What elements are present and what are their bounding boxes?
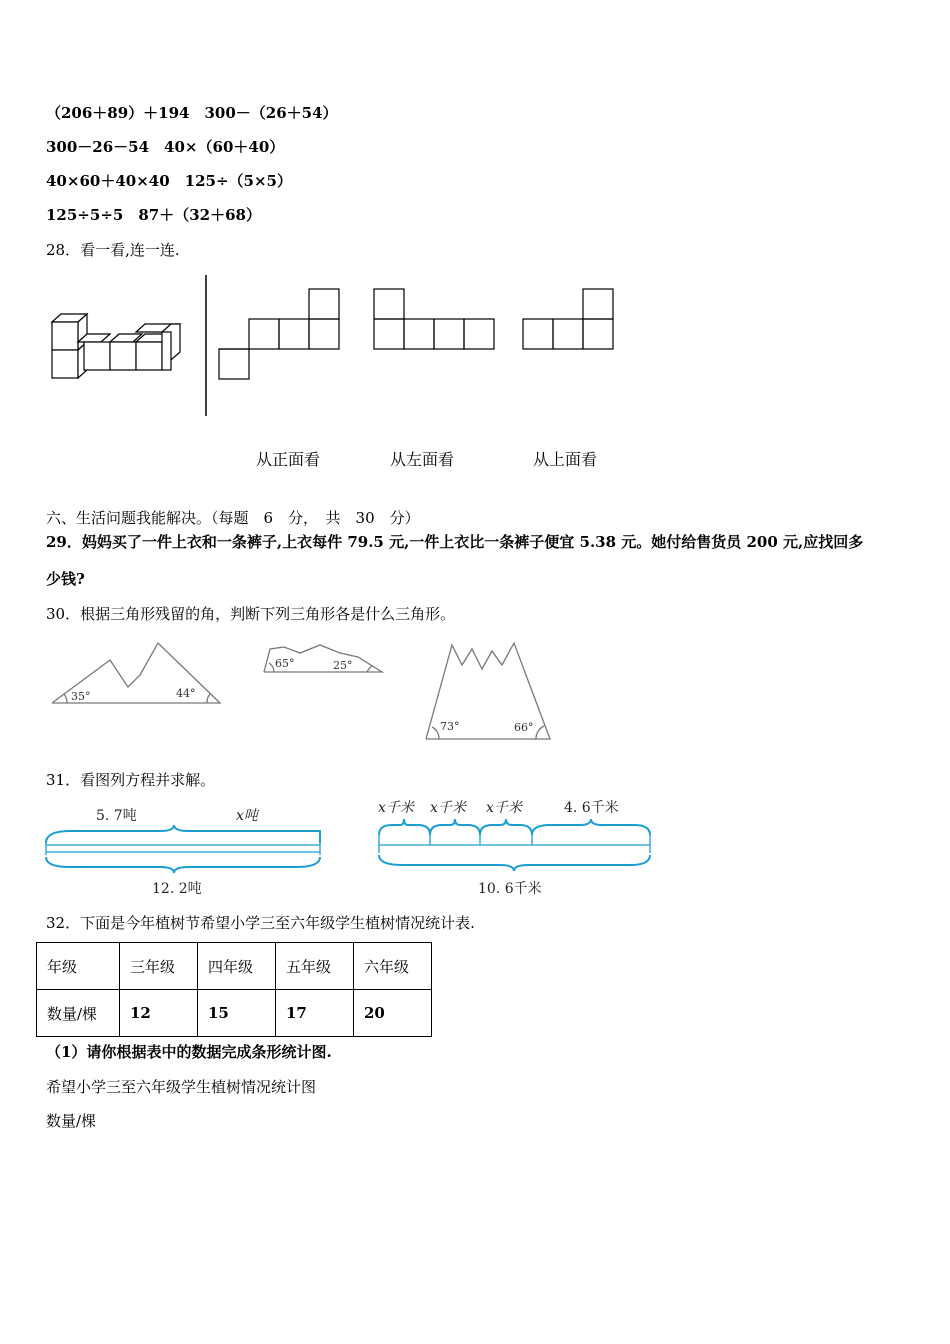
table-header-cell: 四年级 — [198, 943, 276, 990]
angle-label: 44° — [176, 687, 196, 700]
table-cell: 15 — [198, 990, 276, 1037]
table-cell: 数量/棵 — [37, 990, 120, 1037]
calc-line-1: （206＋89）＋194 300－（26＋54） — [46, 104, 338, 122]
table-cell: 12 — [120, 990, 198, 1037]
left-top-label-2: x吨 — [236, 808, 258, 824]
q31-title: 31．看图列方程并求解。 — [46, 771, 216, 789]
table-header-cell: 年级 — [37, 943, 120, 990]
q30-title: 30．根据三角形残留的角，判断下列三角形各是什么三角形。 — [46, 605, 456, 623]
left-bottom-label: 12. 2吨 — [152, 881, 202, 897]
angle-label: 25° — [333, 659, 353, 672]
angle-label: 35° — [71, 690, 91, 703]
q28-title: 28．看一看,连一连. — [46, 241, 180, 259]
view-label-front: 从正面看 — [256, 450, 321, 469]
calc-line-2: 300－26－54 40×（60＋40） — [46, 138, 285, 156]
view-label-left: 从左面看 — [390, 450, 455, 469]
angle-label: 66° — [514, 721, 534, 734]
table-header-cell: 六年级 — [354, 943, 432, 990]
q30-triangles — [40, 635, 560, 750]
table-header-cell: 三年级 — [120, 943, 198, 990]
calc-line-4: 125÷5÷5 87＋（32＋68） — [46, 206, 261, 224]
right-top-label-2: x千米 — [430, 800, 466, 816]
table-cell: 20 — [354, 990, 432, 1037]
table-row — [37, 943, 432, 990]
q32-sub1: （1）请你根据表中的数据完成条形统计图. — [46, 1043, 332, 1061]
table-cell: 17 — [276, 990, 354, 1037]
view-label-top: 从上面看 — [533, 450, 598, 469]
planting-table — [36, 942, 432, 1037]
chart-y-label: 数量/棵 — [46, 1112, 97, 1130]
right-top-label-1: x千米 — [378, 800, 414, 816]
chart-title: 希望小学三至六年级学生植树情况统计图 — [46, 1078, 317, 1096]
angle-label: 65° — [275, 657, 295, 670]
q28-figure — [40, 270, 640, 430]
q32-title: 32．下面是今年植树节希望小学三至六年级学生植树情况统计表. — [46, 914, 475, 932]
table-header-cell: 五年级 — [276, 943, 354, 990]
right-bottom-label: 10. 6千米 — [478, 881, 542, 897]
left-top-label-1: 5. 7吨 — [96, 808, 137, 824]
calc-line-3: 40×60＋40×40 125÷（5×5） — [46, 172, 292, 190]
q31-diagrams — [40, 795, 670, 905]
right-top-label-3: x千米 — [486, 800, 522, 816]
angle-label: 73° — [440, 720, 460, 733]
table-row — [37, 990, 432, 1037]
section6-title: 六、生活问题我能解决。（每题 6 分， 共 30 分） — [46, 509, 420, 527]
q29-line1: 29．妈妈买了一件上衣和一条裤子,上衣每件 79.5 元,一件上衣比一条裤子便宜 5.38 元。她付给售货员 200 元,应找回多 — [46, 533, 864, 551]
right-top-label-4: 4. 6千米 — [564, 800, 619, 816]
q29-line2: 少钱? — [46, 570, 85, 588]
